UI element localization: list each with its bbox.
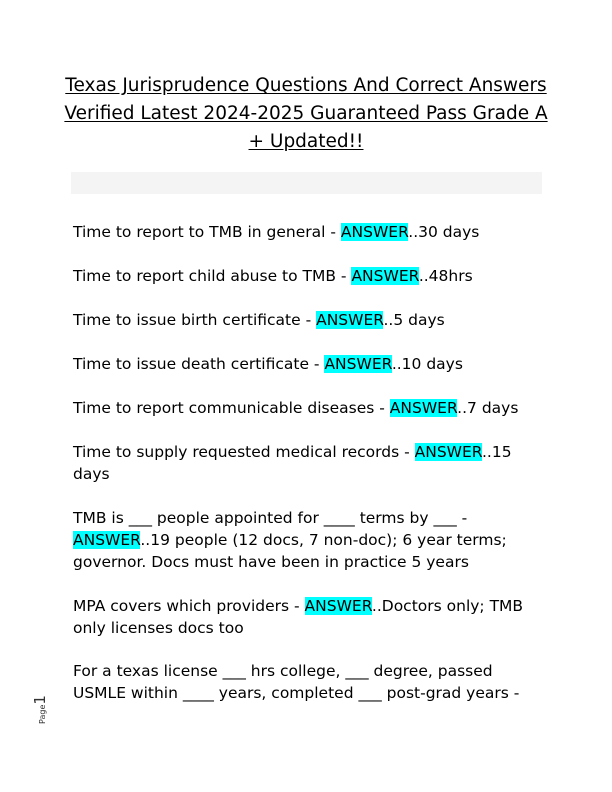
qa-item-communicable-diseases — [73, 397, 543, 419]
title-line-3: + Updated!! — [248, 131, 364, 152]
qa-item-tmb-composition — [73, 507, 543, 573]
page-label: Page — [38, 704, 47, 724]
document-title — [60, 72, 552, 156]
question-text: Time to issue death certificate - — [73, 355, 325, 373]
answer-text: ..7 days — [457, 399, 519, 417]
question-text: Time to issue birth certificate - — [73, 311, 317, 329]
question-text: For a texas license ___ hrs college, ___ degree, passed USMLE within ____ years, completed ___ post-grad years - — [73, 662, 520, 702]
question-text: TMB is ___ people appointed for ____ terms by ___ - — [73, 509, 468, 527]
qa-item-child-abuse — [73, 265, 543, 287]
question-text: Time to report communicable diseases - — [73, 399, 390, 417]
answer-text: ..15 days — [73, 443, 512, 483]
question-text: Time to report child abuse to TMB - — [73, 267, 352, 285]
answer-text: ..10 days — [391, 355, 463, 373]
page-number — [30, 684, 58, 724]
answer-text: ..30 days — [408, 223, 480, 241]
answer-tag: ANSWER — [324, 355, 392, 373]
answer-tag: ANSWER — [316, 311, 384, 329]
qa-item-death-certificate — [73, 353, 543, 375]
answer-tag: ANSWER — [73, 531, 141, 549]
qa-item-texas-license — [73, 660, 543, 704]
qa-item-mpa-providers — [73, 595, 543, 639]
qa-list — [73, 221, 543, 726]
answer-text: ..5 days — [383, 311, 445, 329]
title-line-2: Verified Latest 2024-2025 Guaranteed Pass Grade A — [64, 103, 548, 124]
question-text: MPA covers which providers - — [73, 597, 305, 615]
shaded-divider — [71, 172, 542, 194]
answer-tag: ANSWER — [351, 267, 419, 285]
page-number-value: 1 — [31, 695, 49, 705]
title-line-1: Texas Jurisprudence Questions And Correct Answers — [65, 75, 547, 96]
qa-item-report-tmb — [73, 221, 543, 243]
question-text: Time to supply requested medical records - — [73, 443, 415, 461]
answer-tag: ANSWER — [414, 443, 482, 461]
answer-tag: ANSWER — [304, 597, 372, 615]
answer-text: ..48hrs — [418, 267, 473, 285]
answer-tag: ANSWER — [389, 399, 458, 417]
answer-text: ..Doctors only; TMB only licenses docs too — [73, 597, 524, 637]
answer-text: ..19 people (12 docs, 7 non-doc); 6 year terms; governor. Docs must have been in practice 5 years — [73, 531, 507, 571]
answer-tag: ANSWER — [340, 223, 409, 241]
question-text: Time to report to TMB in general - — [73, 223, 341, 241]
qa-item-birth-certificate — [73, 309, 543, 331]
qa-item-medical-records — [73, 441, 543, 485]
